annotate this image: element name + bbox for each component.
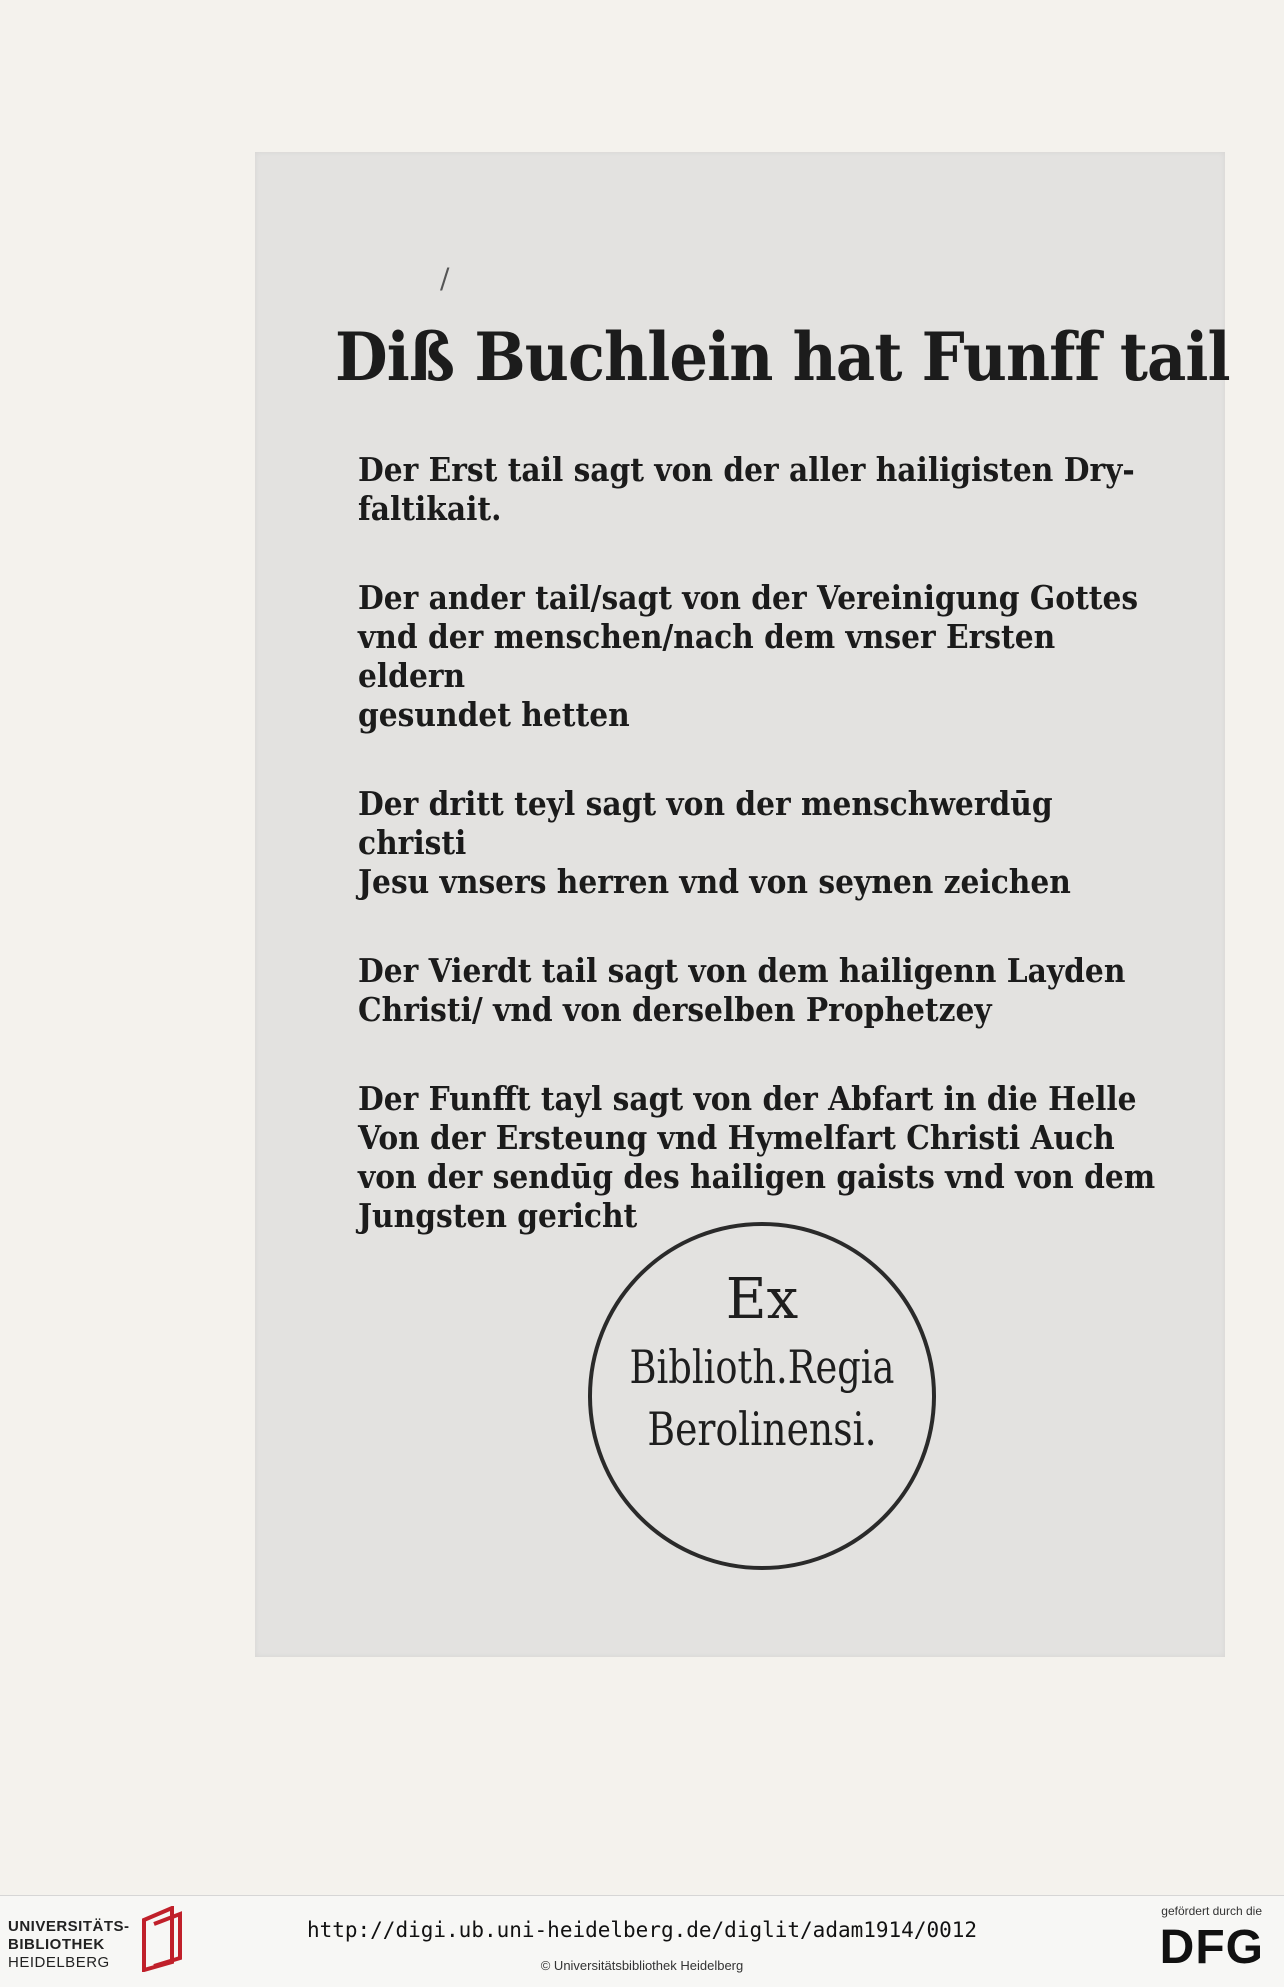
part-5: Der Funfft tayl sagt von der Abfart in die Helle Von der Ersteung vnd Hymelfart Christi Auch von der sendūg des hailigen gaists vnd von dem Jungsten gericht bbox=[358, 1079, 1156, 1235]
dfg-logo: DFG bbox=[1159, 1921, 1264, 1974]
library-name-line-2: BIBLIOTHEK bbox=[8, 1936, 105, 1953]
stamp-line-berolinensi: Berolinensi. bbox=[647, 1402, 877, 1456]
viewer-footer bbox=[0, 1895, 1284, 1987]
copyright-notice: © Universitätsbibliothek Heidelberg bbox=[540, 1958, 744, 1973]
stamp-line-biblioth: Biblioth.Regia bbox=[629, 1340, 895, 1394]
stamp-line-ex: Ex bbox=[725, 1267, 799, 1332]
funding-caption: gefördert durch die bbox=[1161, 1904, 1262, 1918]
part-4: Der Vierdt tail sagt von dem hailigenn Layden Christi/ vnd von derselben Prophetzey bbox=[358, 951, 1126, 1029]
library-stamp bbox=[588, 1222, 936, 1570]
library-name-line-1: UNIVERSITÄTS- bbox=[8, 1918, 130, 1935]
stray-mark: / bbox=[440, 262, 450, 295]
part-1: Der Erst tail sagt von der aller hailigisten Dry- faltikait. bbox=[358, 450, 1135, 528]
library-name-line-3: HEIDELBERG bbox=[8, 1954, 110, 1971]
part-3: Der dritt teyl sagt von der menschwerdūg christi Jesu vnsers herren vnd von seynen zeichen bbox=[358, 784, 1071, 901]
page-url-link[interactable]: http://digi.ub.uni-heidelberg.de/diglit/adam1914/0012 bbox=[306, 1918, 978, 1942]
table-of-parts bbox=[358, 450, 1258, 1285]
page-title: Diß Buchlein hat Funff tail bbox=[335, 318, 1230, 396]
part-2: Der ander tail/sagt von der Vereinigung Gottes vnd der menschen/nach dem vnser Ersten eldern gesundet hetten bbox=[358, 578, 1139, 734]
